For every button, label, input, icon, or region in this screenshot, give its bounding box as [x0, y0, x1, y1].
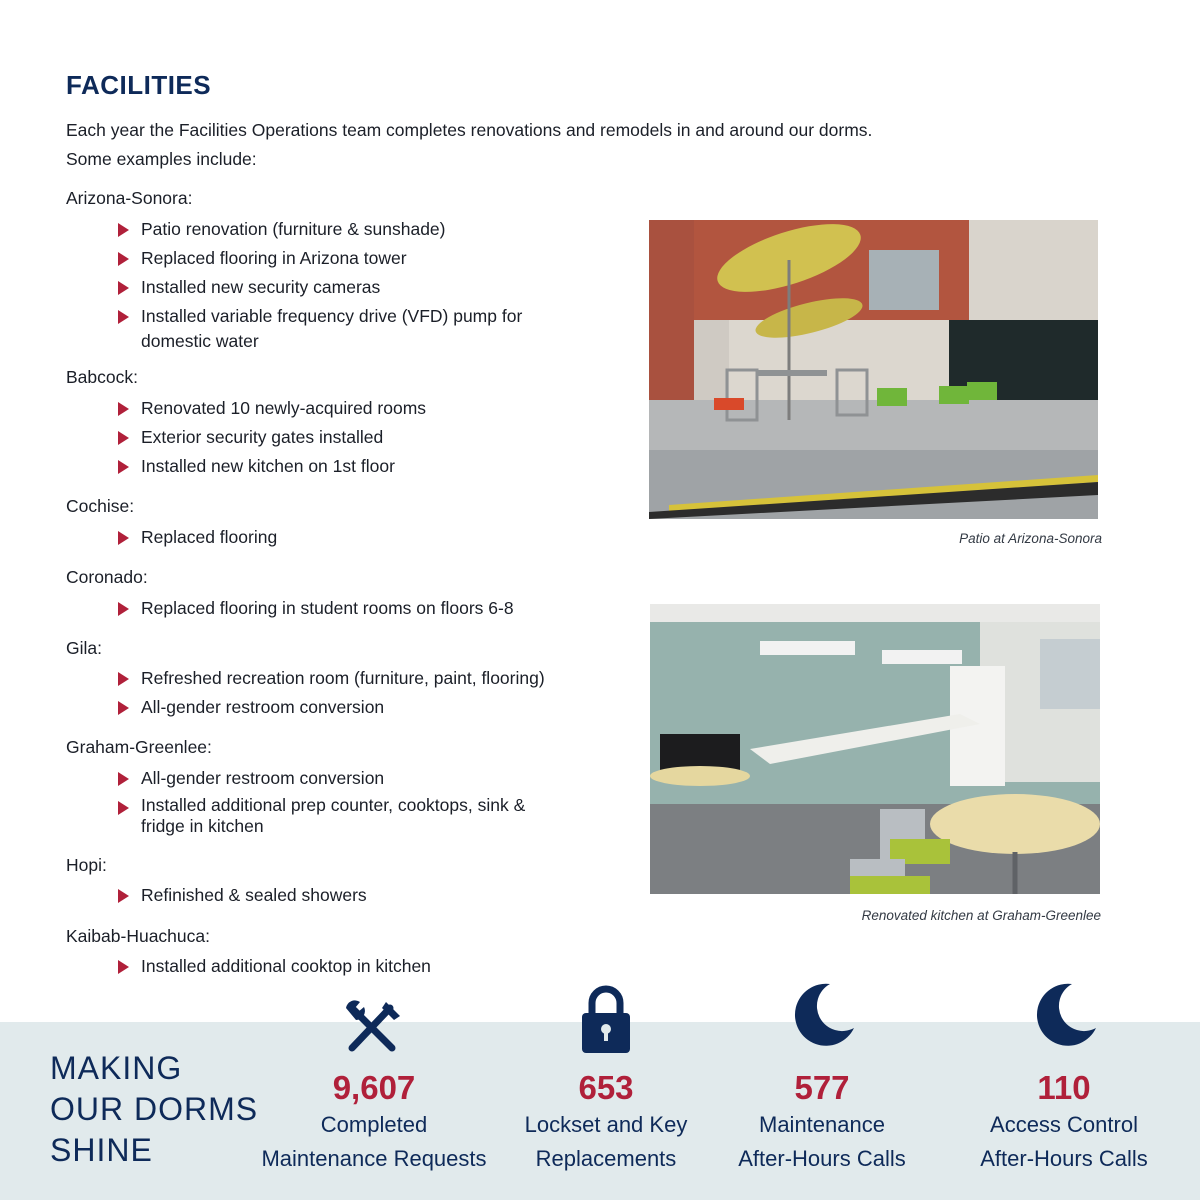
- hall-items-hopi: [118, 883, 588, 912]
- list-item: Installed additional cooktop in kitchen: [118, 954, 588, 979]
- padlock-icon: [580, 985, 632, 1053]
- patio-illustration: [649, 220, 1098, 519]
- bullet-triangle-icon: [118, 772, 129, 786]
- bullet-triangle-icon: [118, 672, 129, 686]
- bullet-triangle-icon: [118, 889, 129, 903]
- stat-value: 653: [578, 1069, 634, 1106]
- bullet-triangle-icon: [118, 431, 129, 445]
- list-item: Refreshed recreation room (furniture, paint, flooring): [118, 666, 588, 691]
- list-item: Installed new kitchen on 1st floor: [118, 454, 588, 479]
- bullet-triangle-icon: [118, 701, 129, 715]
- list-item: Refinished & sealed showers: [118, 883, 588, 908]
- kitchen-photo: [650, 604, 1100, 894]
- stat-maintenance-requests: [250, 1068, 498, 1176]
- list-item: Replaced flooring: [118, 525, 588, 550]
- stat-label-line-1: Completed: [320, 1112, 428, 1137]
- hall-name-babcock: Babcock:: [66, 367, 138, 387]
- stat-value: 110: [1037, 1069, 1091, 1106]
- intro-text: [66, 116, 966, 174]
- patio-caption: Patio at Arizona-Sonora: [959, 531, 1102, 546]
- hall-items-graham-greenlee: [118, 766, 588, 841]
- stat-value: 9,607: [332, 1069, 416, 1106]
- crescent-moon-icon: [790, 982, 856, 1048]
- bullet-triangle-icon: [118, 310, 129, 324]
- tools-icon: [342, 998, 406, 1054]
- hall-items-babcock: [118, 396, 588, 483]
- stat-label-line-2: Replacements: [535, 1146, 677, 1171]
- stat-label-line-2: After-Hours Calls: [738, 1146, 906, 1171]
- bullet-triangle-icon: [118, 801, 129, 815]
- bullet-triangle-icon: [118, 252, 129, 266]
- list-item: Renovated 10 newly-acquired rooms: [118, 396, 588, 421]
- slogan-line-1: MAKING: [50, 1050, 183, 1086]
- hall-name-arizona-sonora: Arizona-Sonora:: [66, 188, 193, 208]
- hall-name-coronado: Coronado:: [66, 567, 148, 587]
- hall-items-coronado: [118, 596, 588, 625]
- stat-maintenance-after-hours: [722, 1068, 922, 1176]
- intro-line-2: Some examples include:: [66, 149, 257, 169]
- list-item: All-gender restroom conversion: [118, 766, 588, 791]
- bullet-triangle-icon: [118, 402, 129, 416]
- list-item: Installed variable frequency drive (VFD) pump for domestic water: [118, 304, 558, 354]
- hall-name-graham-greenlee: Graham-Greenlee:: [66, 737, 212, 757]
- hall-name-cochise: Cochise:: [66, 496, 135, 516]
- list-item: Replaced flooring in Arizona tower: [118, 246, 588, 271]
- hall-items-cochise: [118, 525, 588, 554]
- list-item: Exterior security gates installed: [118, 425, 588, 450]
- slogan-line-3: SHINE: [50, 1132, 153, 1168]
- list-item: All-gender restroom conversion: [118, 695, 588, 720]
- stat-value: 577: [794, 1069, 850, 1106]
- hall-name-gila: Gila:: [66, 638, 102, 658]
- stat-label-line-2: Maintenance Requests: [261, 1146, 487, 1171]
- bullet-triangle-icon: [118, 531, 129, 545]
- list-item: Installed additional prep counter, cooktops, sink & fridge in kitchen: [118, 795, 573, 837]
- intro-line-1: Each year the Facilities Operations team completes renovations and remodels in and around our dorms.: [66, 120, 873, 140]
- bullet-triangle-icon: [118, 460, 129, 474]
- bullet-triangle-icon: [118, 223, 129, 237]
- stat-lockset-key: [506, 1068, 706, 1176]
- hall-name-hopi: Hopi:: [66, 855, 107, 875]
- stat-label-line-2: After-Hours Calls: [980, 1146, 1148, 1171]
- hall-name-kaibab-huachuca: Kaibab-Huachuca:: [66, 926, 210, 946]
- list-item: Patio renovation (furniture & sunshade): [118, 217, 588, 242]
- stat-label-line-1: Maintenance: [759, 1112, 885, 1137]
- hall-items-kaibab-huachuca: [118, 954, 588, 983]
- list-item: Replaced flooring in student rooms on floors 6-8: [118, 596, 588, 621]
- crescent-moon-icon: [1032, 982, 1098, 1048]
- page-title: FACILITIES: [66, 70, 212, 100]
- hall-items-gila: [118, 666, 588, 724]
- patio-photo: [649, 220, 1098, 519]
- kitchen-caption: Renovated kitchen at Graham-Greenlee: [861, 908, 1101, 923]
- slogan-line-2: OUR DORMS: [50, 1091, 259, 1127]
- kitchen-illustration: [650, 604, 1100, 894]
- bullet-triangle-icon: [118, 960, 129, 974]
- list-item: Installed new security cameras: [118, 275, 588, 300]
- stat-access-control-after-hours: [958, 1068, 1170, 1176]
- slogan: [50, 1048, 258, 1171]
- stat-label-line-1: Access Control: [990, 1112, 1138, 1137]
- bullet-triangle-icon: [118, 602, 129, 616]
- hall-items-arizona-sonora: [118, 217, 588, 358]
- stat-label-line-1: Lockset and Key: [524, 1112, 688, 1137]
- bullet-triangle-icon: [118, 281, 129, 295]
